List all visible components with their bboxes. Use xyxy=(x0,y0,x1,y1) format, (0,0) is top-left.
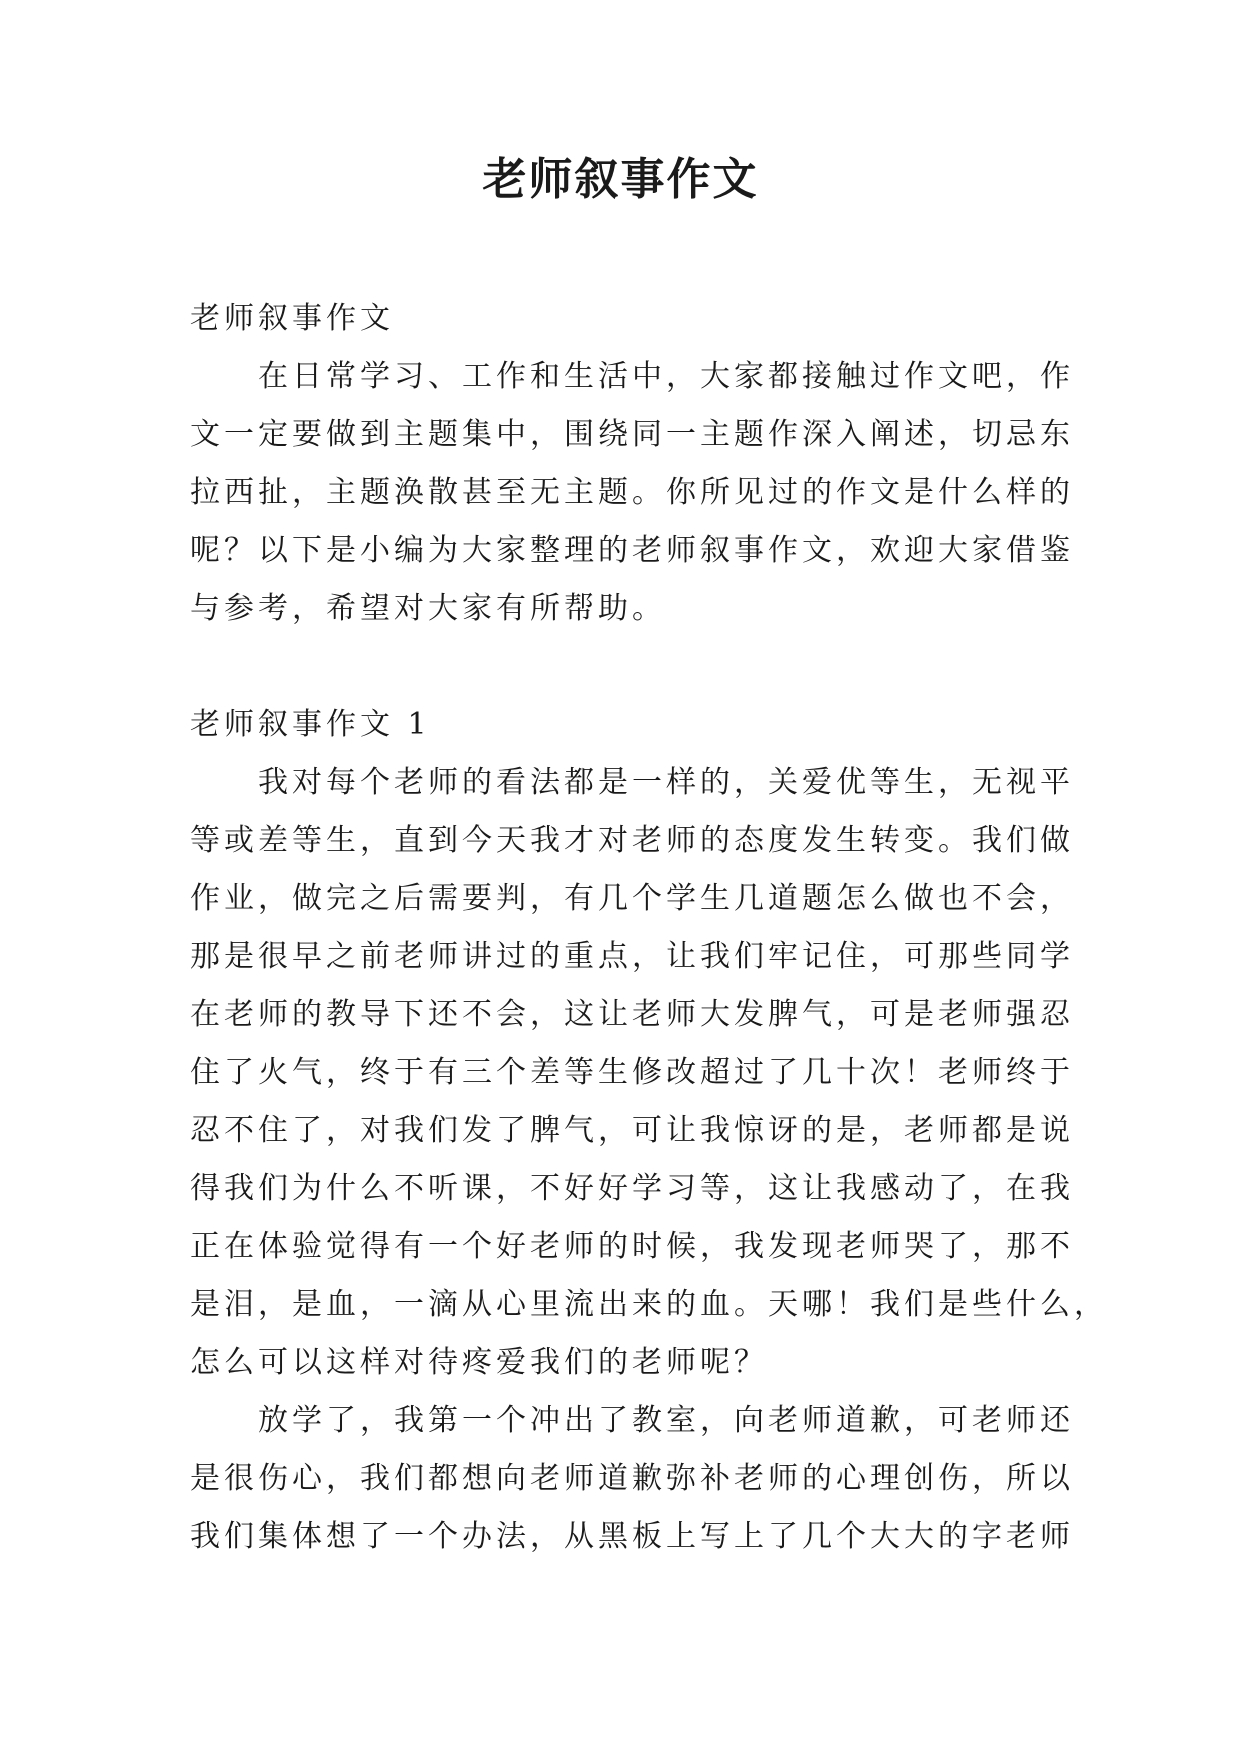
paragraph-line: 得我们为什么不听课，不好好学习等，这让我感动了，在我 xyxy=(190,1171,1074,1206)
paragraph-line: 住了火气，终于有三个差等生修改超过了几十次！老师终于 xyxy=(190,1055,1074,1090)
paragraph-line: 正在体验觉得有一个好老师的时候，我发现老师哭了，那不 xyxy=(190,1229,1074,1264)
section-heading: 老师叙事作文 1 xyxy=(190,707,431,742)
paragraph-line: 作业，做完之后需要判，有几个学生几道题怎么做也不会， xyxy=(190,881,1074,916)
paragraph-line: 我对每个老师的看法都是一样的，关爱优等生，无视平 xyxy=(258,765,1074,800)
document-body xyxy=(190,290,1108,1566)
paragraph-line: 我们集体想了一个办法，从黑板上写上了几个大大的字老师 xyxy=(190,1519,1074,1554)
intro-line: 与参考，希望对大家有所帮助。 xyxy=(190,591,666,626)
intro-line: 文一定要做到主题集中，围绕同一主题作深入阐述，切忌东 xyxy=(190,417,1074,452)
paragraph-line: 放学了，我第一个冲出了教室，向老师道歉，可老师还 xyxy=(258,1403,1074,1438)
intro-line: 拉西扯，主题涣散甚至无主题。你所见过的作文是什么样的 xyxy=(190,475,1074,510)
document-subtitle: 老师叙事作文 xyxy=(190,301,394,336)
paragraph-line: 那是很早之前老师讲过的重点，让我们牢记住，可那些同学 xyxy=(190,939,1074,974)
paragraph-line: 是泪，是血，一滴从心里流出来的血。天哪！我们是些什么， xyxy=(190,1287,1108,1322)
paragraph-line: 怎么可以这样对待疼爱我们的老师呢？ xyxy=(190,1345,768,1380)
paragraph-line: 在老师的教导下还不会，这让老师大发脾气，可是老师强忍 xyxy=(190,997,1074,1032)
intro-line: 呢？以下是小编为大家整理的老师叙事作文，欢迎大家借鉴 xyxy=(190,533,1074,568)
paragraph-line: 等或差等生，直到今天我才对老师的态度发生转变。我们做 xyxy=(190,823,1074,858)
intro-line: 在日常学习、工作和生活中，大家都接触过作文吧，作 xyxy=(258,359,1074,394)
paragraph-line: 是很伤心，我们都想向老师道歉弥补老师的心理创伤，所以 xyxy=(190,1461,1074,1496)
document-title: 老师叙事作文 xyxy=(482,154,759,205)
paragraph-line: 忍不住了，对我们发了脾气，可让我惊讶的是，老师都是说 xyxy=(190,1113,1074,1148)
paragraph-gap xyxy=(190,638,1070,696)
